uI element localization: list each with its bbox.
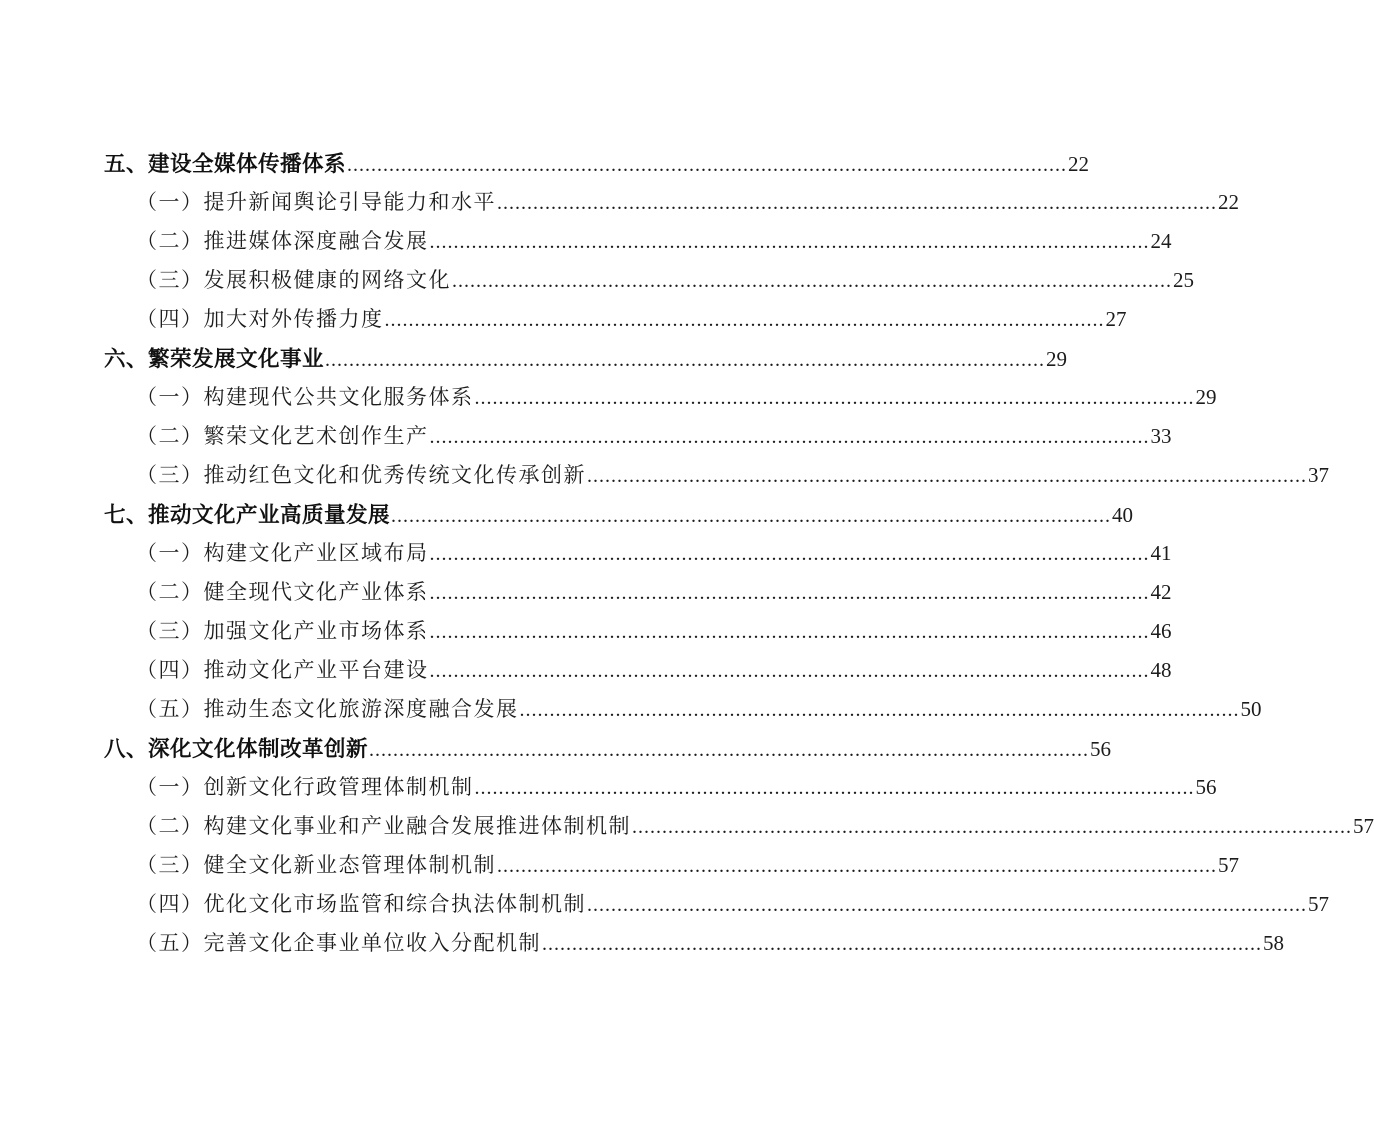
toc-entry-title: （四）加大对外传播力度 xyxy=(136,307,384,331)
toc-entry-page-number: 29 xyxy=(1046,347,1068,371)
toc-entry[interactable] xyxy=(104,732,1112,771)
toc-dot-leader: ........................................................................................................................ xyxy=(632,816,1352,838)
toc-entry[interactable] xyxy=(104,498,1134,537)
toc-entry-title: （五）推动生态文化旅游深度融合发展 xyxy=(136,697,519,721)
toc-entry-page-number: 29 xyxy=(1195,385,1217,409)
toc-entry-page-number: 40 xyxy=(1112,503,1134,527)
toc-dot-leader: ........................................................................................................................ xyxy=(325,349,1046,371)
toc-entry-page-number: 48 xyxy=(1150,658,1172,682)
toc-entry-page-number: 25 xyxy=(1173,268,1194,292)
toc-entry-title: 八、深化文化体制改革创新 xyxy=(104,737,369,761)
toc-dot-leader: ........................................................................................................................ xyxy=(587,465,1307,487)
toc-entry[interactable] xyxy=(104,693,1262,732)
toc-entry-page-number: 22 xyxy=(1068,152,1090,176)
toc-entry[interactable] xyxy=(104,927,1284,966)
toc-dot-leader: ........................................................................................................................ xyxy=(429,582,1150,604)
toc-entry[interactable] xyxy=(104,654,1172,693)
toc-entry[interactable] xyxy=(104,888,1329,927)
toc-entry[interactable] xyxy=(104,342,1068,381)
toc-entry-title: （四）推动文化产业平台建设 xyxy=(136,658,429,682)
toc-entry[interactable] xyxy=(104,186,1239,225)
toc-entry-page-number: 41 xyxy=(1150,541,1172,565)
toc-entry-page-number: 24 xyxy=(1150,229,1172,253)
toc-entry-page-number: 57 xyxy=(1353,814,1374,838)
toc-entry-page-number: 56 xyxy=(1195,775,1217,799)
toc-entry-title: （一）提升新闻舆论引导能力和水平 xyxy=(136,190,496,214)
toc-dot-leader: ........................................................................................................................ xyxy=(369,739,1090,761)
toc-entry-title: （五）完善文化企事业单位收入分配机制 xyxy=(136,931,541,955)
toc-dot-leader: ........................................................................................................................ xyxy=(519,699,1240,721)
toc-entry[interactable] xyxy=(104,537,1172,576)
toc-entry-title: 五、建设全媒体传播体系 xyxy=(104,152,347,176)
toc-entry-title: （三）健全文化新业态管理体制机制 xyxy=(136,853,496,877)
toc-dot-leader: ........................................................................................................................ xyxy=(429,543,1150,565)
table-of-contents xyxy=(104,147,1374,966)
toc-entry[interactable] xyxy=(104,264,1194,303)
toc-dot-leader: ........................................................................................................................ xyxy=(384,309,1105,331)
toc-entry-page-number: 37 xyxy=(1308,463,1329,487)
toc-entry[interactable] xyxy=(104,576,1172,615)
toc-entry[interactable] xyxy=(104,849,1239,888)
toc-dot-leader: ........................................................................................................................ xyxy=(347,154,1068,176)
toc-entry-title: 七、推动文化产业高质量发展 xyxy=(104,503,391,527)
toc-entry-title: （一）构建现代公共文化服务体系 xyxy=(136,385,474,409)
toc-entry-title: （二）健全现代文化产业体系 xyxy=(136,580,429,604)
toc-entry-page-number: 33 xyxy=(1150,424,1172,448)
toc-dot-leader: ........................................................................................................................ xyxy=(474,387,1195,409)
toc-entry-page-number: 58 xyxy=(1263,931,1284,955)
toc-dot-leader: ........................................................................................................................ xyxy=(497,855,1217,877)
toc-dot-leader: ........................................................................................................................ xyxy=(497,192,1217,214)
toc-dot-leader: ........................................................................................................................ xyxy=(429,621,1150,643)
toc-entry[interactable] xyxy=(104,147,1090,186)
toc-entry-page-number: 22 xyxy=(1218,190,1239,214)
toc-entry[interactable] xyxy=(104,810,1374,849)
toc-dot-leader: ........................................................................................................................ xyxy=(474,777,1195,799)
toc-entry-page-number: 57 xyxy=(1308,892,1329,916)
toc-entry[interactable] xyxy=(104,381,1217,420)
toc-entry-title: （三）加强文化产业市场体系 xyxy=(136,619,429,643)
toc-dot-leader: ........................................................................................................................ xyxy=(452,270,1172,292)
toc-entry[interactable] xyxy=(104,615,1172,654)
toc-entry-title: （二）推进媒体深度融合发展 xyxy=(136,229,429,253)
toc-entry-title: （一）创新文化行政管理体制机制 xyxy=(136,775,474,799)
toc-entry-page-number: 27 xyxy=(1105,307,1127,331)
toc-entry-title: （二）繁荣文化艺术创作生产 xyxy=(136,424,429,448)
toc-entry-page-number: 56 xyxy=(1090,737,1112,761)
toc-entry-page-number: 46 xyxy=(1150,619,1172,643)
toc-dot-leader: ........................................................................................................................ xyxy=(542,933,1262,955)
toc-entry-page-number: 42 xyxy=(1150,580,1172,604)
toc-entry-page-number: 57 xyxy=(1218,853,1239,877)
toc-dot-leader: ........................................................................................................................ xyxy=(429,660,1150,682)
toc-entry[interactable] xyxy=(104,225,1172,264)
toc-dot-leader: ........................................................................................................................ xyxy=(391,505,1112,527)
toc-dot-leader: ........................................................................................................................ xyxy=(429,231,1150,253)
toc-entry-title: （四）优化文化市场监管和综合执法体制机制 xyxy=(136,892,586,916)
toc-entry[interactable] xyxy=(104,459,1329,498)
toc-entry[interactable] xyxy=(104,771,1217,810)
toc-dot-leader: ........................................................................................................................ xyxy=(429,426,1150,448)
toc-entry[interactable] xyxy=(104,303,1127,342)
toc-entry-title: 六、繁荣发展文化事业 xyxy=(104,347,325,371)
toc-entry-title: （一）构建文化产业区域布局 xyxy=(136,541,429,565)
toc-entry[interactable] xyxy=(104,420,1172,459)
toc-dot-leader: ........................................................................................................................ xyxy=(587,894,1307,916)
toc-entry-title: （三）发展积极健康的网络文化 xyxy=(136,268,451,292)
toc-entry-title: （二）构建文化事业和产业融合发展推进体制机制 xyxy=(136,814,631,838)
toc-entry-page-number: 50 xyxy=(1240,697,1262,721)
toc-entry-title: （三）推动红色文化和优秀传统文化传承创新 xyxy=(136,463,586,487)
